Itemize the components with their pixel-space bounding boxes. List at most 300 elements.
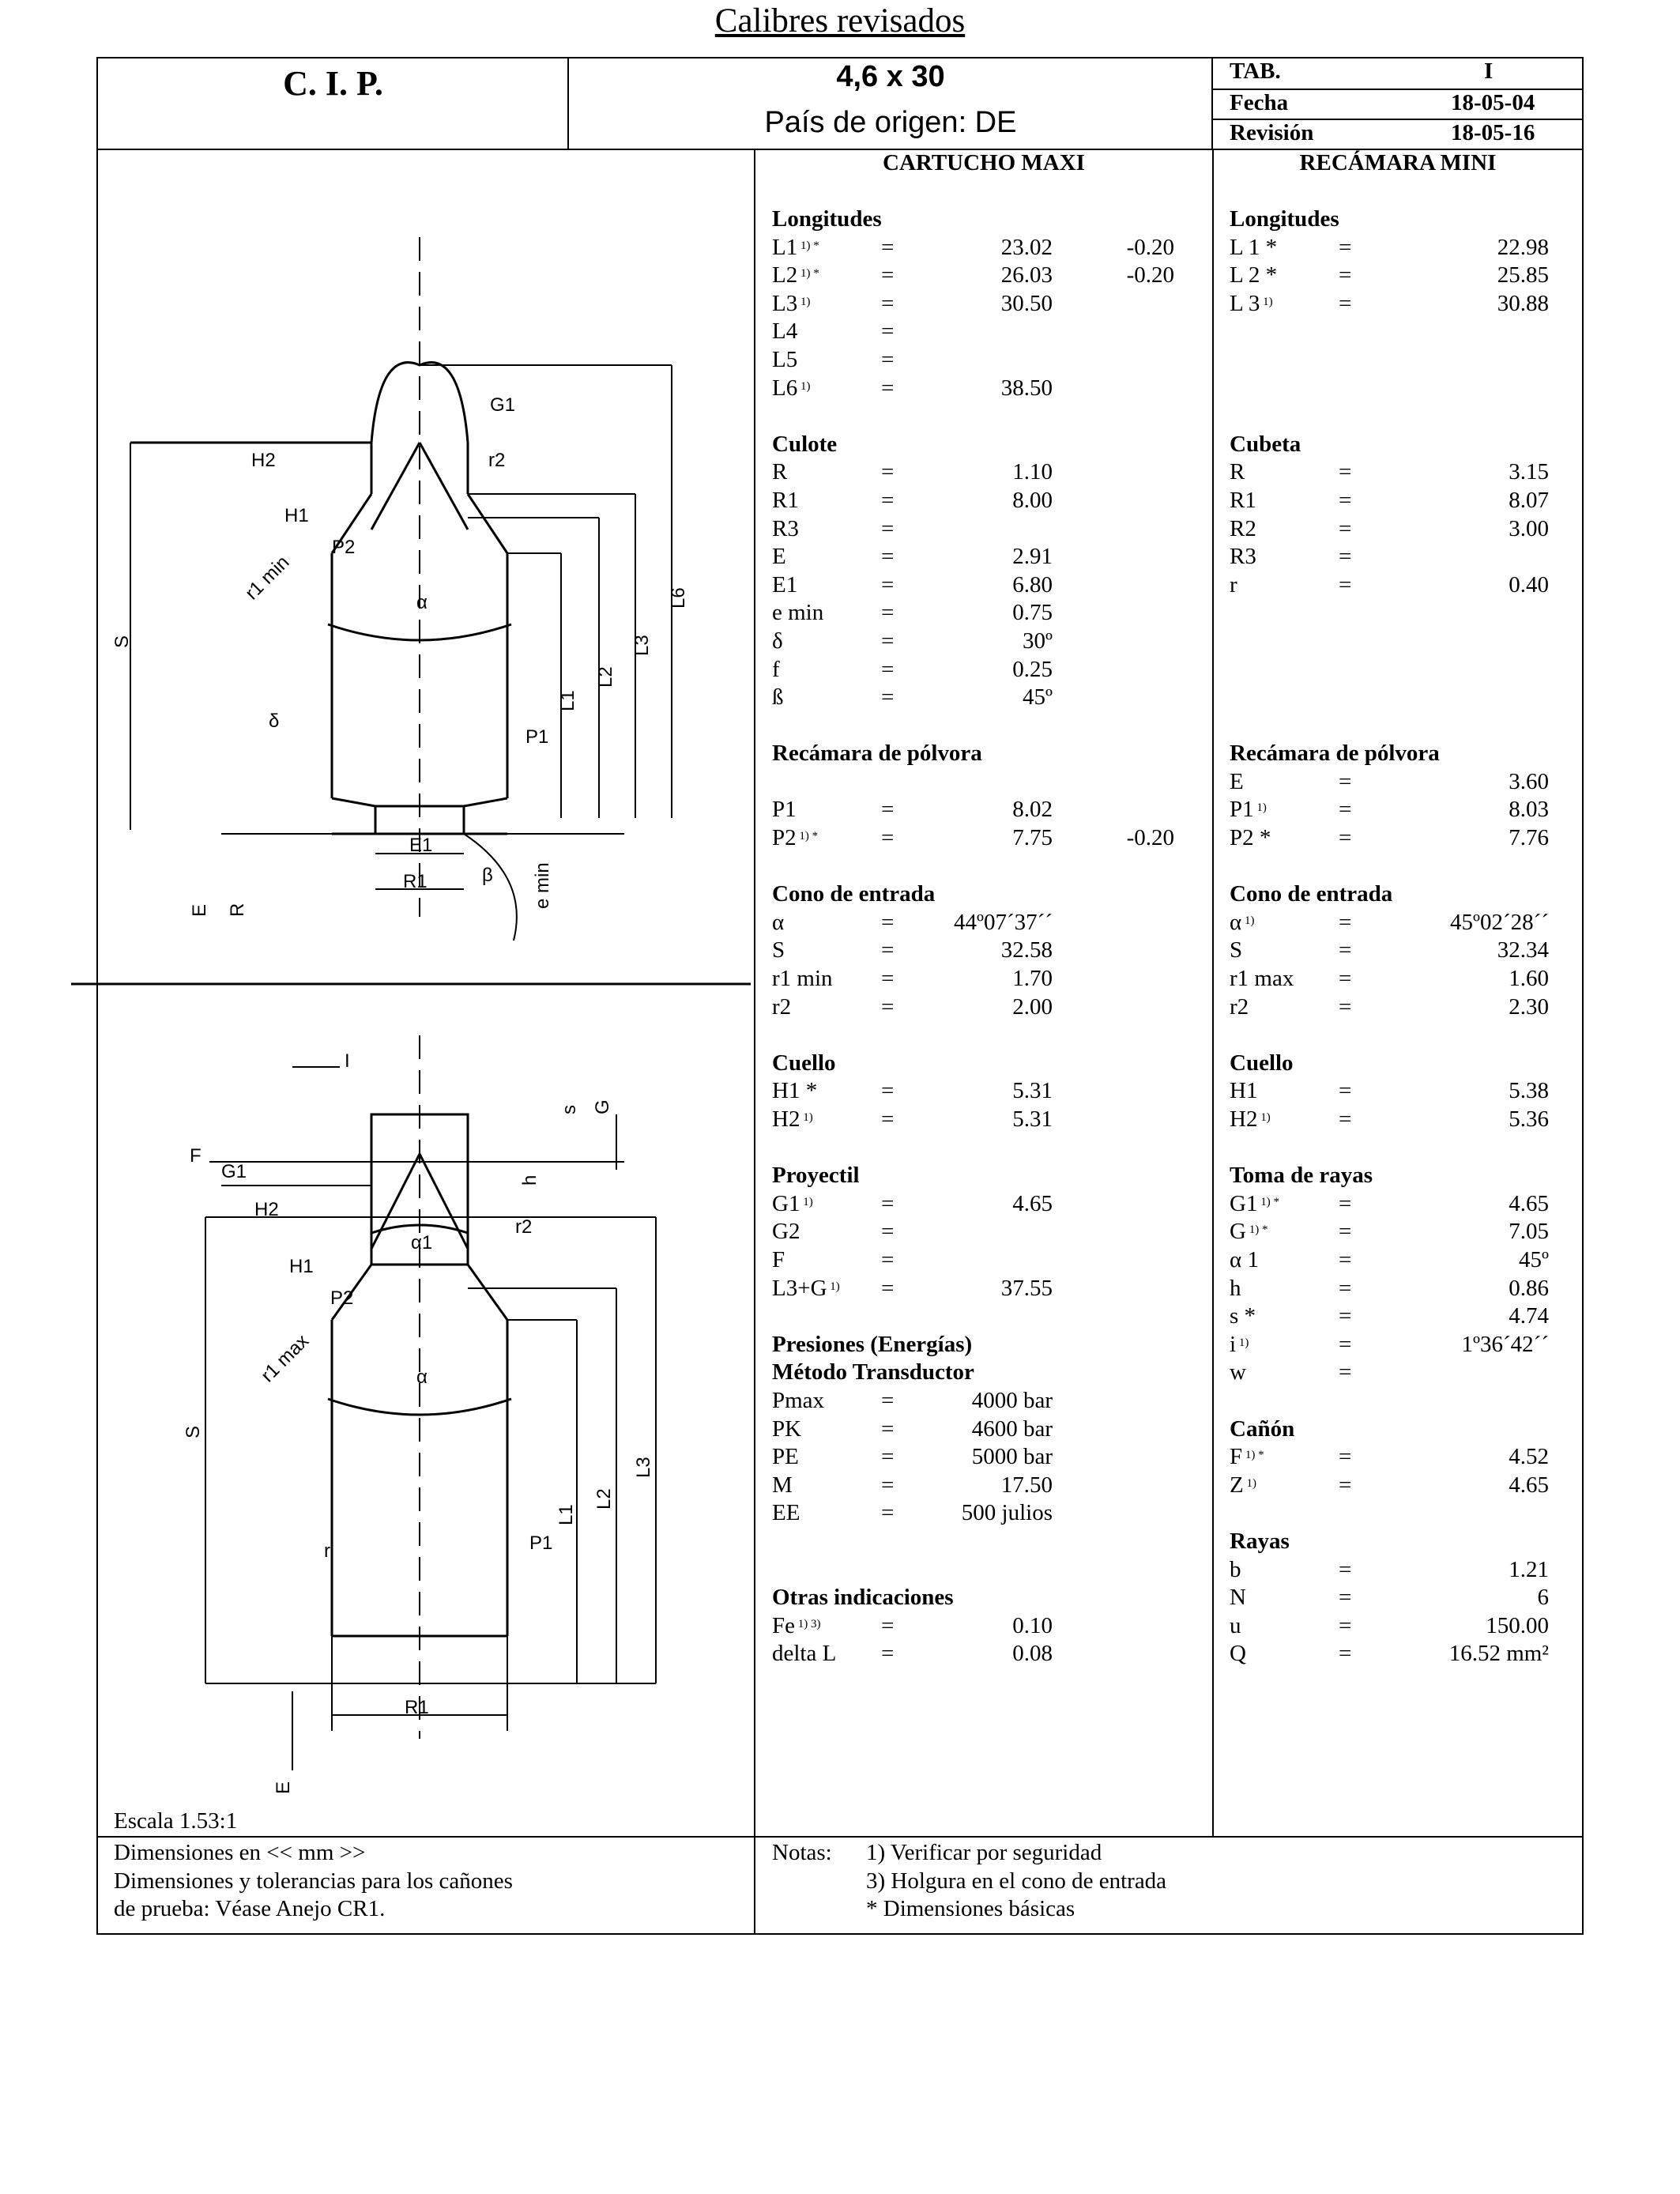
row-equals: = bbox=[881, 1275, 895, 1301]
row-value: 2.91 bbox=[1012, 544, 1053, 570]
row-value: 8.07 bbox=[1509, 487, 1549, 513]
label-p1-b: P1 bbox=[529, 1532, 553, 1554]
row-label: P2 $^{1) *}$ bbox=[772, 825, 819, 851]
label-p2: P2 bbox=[332, 537, 356, 558]
row-value: 3.60 bbox=[1509, 768, 1549, 794]
data-row bbox=[1230, 571, 1580, 600]
row-equals: = bbox=[881, 346, 895, 372]
row-label: PK bbox=[772, 1416, 802, 1442]
row-value: 8.02 bbox=[1012, 797, 1053, 823]
row-equals: = bbox=[881, 262, 895, 288]
row-label: H1 bbox=[1230, 1078, 1258, 1104]
section-title: Proyectil bbox=[772, 1163, 860, 1189]
data-row bbox=[1230, 993, 1580, 1022]
row-label: L3+G $^{1)}$ bbox=[772, 1275, 840, 1301]
cip-title: C. I. P. bbox=[283, 64, 383, 103]
tab-value: I bbox=[1484, 58, 1494, 84]
footer-divider bbox=[96, 1836, 1584, 1838]
row-label: delta L bbox=[772, 1641, 837, 1667]
label-alpha: α bbox=[416, 592, 428, 613]
row-equals: = bbox=[881, 1106, 895, 1132]
row-value: 45º bbox=[1519, 1246, 1549, 1272]
label-emin: e min bbox=[532, 862, 553, 909]
data-row bbox=[1230, 262, 1580, 290]
row-equals: = bbox=[1339, 1359, 1352, 1385]
row-equals: = bbox=[881, 1612, 895, 1638]
section-title: Recámara de pólvora bbox=[1230, 741, 1440, 767]
row-value: 30.88 bbox=[1497, 290, 1549, 316]
row-label: r2 bbox=[772, 993, 792, 1020]
row-value: 5.31 bbox=[1012, 1078, 1053, 1104]
data-row bbox=[772, 1077, 1211, 1106]
row-value: 37.55 bbox=[1000, 1275, 1053, 1301]
row-label: α bbox=[772, 909, 785, 935]
section-title: Cono de entrada bbox=[772, 881, 936, 907]
data-row bbox=[772, 1640, 1211, 1668]
row-value: 32.58 bbox=[1000, 937, 1053, 963]
row-value: 23.02 bbox=[1000, 234, 1053, 260]
row-value: 3.15 bbox=[1509, 459, 1549, 485]
row-equals: = bbox=[881, 684, 895, 711]
section-title: Toma de rayas bbox=[1230, 1163, 1373, 1189]
row-value: 0.75 bbox=[1012, 600, 1053, 626]
row-equals: = bbox=[1339, 234, 1352, 260]
row-value: 45º02´28´´ bbox=[1450, 909, 1549, 935]
data-row bbox=[772, 458, 1211, 487]
row-value: 4.65 bbox=[1509, 1190, 1549, 1216]
row-equals: = bbox=[1339, 1219, 1352, 1245]
row-equals: = bbox=[1339, 290, 1352, 316]
data-row bbox=[1230, 458, 1580, 487]
row-label: S bbox=[1230, 937, 1243, 963]
row-label: R3 bbox=[1230, 544, 1256, 570]
data-row bbox=[1230, 824, 1580, 853]
row-equals: = bbox=[881, 290, 895, 316]
row-equals: = bbox=[881, 571, 895, 598]
data-row bbox=[772, 346, 1211, 375]
data-row bbox=[1230, 684, 1580, 712]
section-title: Cañón bbox=[1230, 1416, 1295, 1442]
row-label: ß bbox=[772, 684, 784, 711]
label-e1: E1 bbox=[409, 835, 433, 856]
row-value: 7.76 bbox=[1509, 825, 1549, 851]
row-label: F bbox=[772, 1246, 785, 1272]
body-col-divider-2 bbox=[1212, 149, 1214, 1837]
data-row bbox=[1230, 1640, 1580, 1668]
cartucho-heading: CARTUCHO MAXI bbox=[883, 150, 1085, 175]
data-row bbox=[1230, 937, 1580, 965]
label-l6: L6 bbox=[668, 587, 689, 609]
data-row bbox=[1230, 234, 1580, 262]
row-value: 0.25 bbox=[1012, 656, 1053, 682]
label-g1-b: G1 bbox=[221, 1161, 247, 1182]
data-row bbox=[772, 993, 1211, 1022]
label-g: G bbox=[592, 1099, 613, 1114]
row-value: 16.52 mm² bbox=[1448, 1641, 1549, 1667]
row-value: 1.10 bbox=[1012, 459, 1053, 485]
data-row bbox=[1230, 909, 1580, 937]
data-row bbox=[1230, 768, 1580, 797]
label-i: I bbox=[345, 1050, 350, 1072]
notes-label: Notas: bbox=[772, 1840, 832, 1865]
row-value: 8.03 bbox=[1509, 797, 1549, 823]
row-label: δ bbox=[772, 628, 783, 654]
row-label: G1 $^{1)}$ bbox=[772, 1190, 813, 1216]
row-value: 44º07´37´´ bbox=[954, 909, 1053, 935]
scale-label: Escala 1.53:1 bbox=[114, 1808, 238, 1834]
row-label: E bbox=[772, 544, 786, 570]
data-row bbox=[1230, 1190, 1580, 1219]
label-l3-b: L3 bbox=[633, 1457, 654, 1478]
section-title: Presiones (Energías) bbox=[772, 1331, 973, 1357]
label-r2-b: r2 bbox=[515, 1216, 533, 1238]
row-label: Pmax bbox=[772, 1387, 825, 1413]
data-row bbox=[1230, 965, 1580, 993]
row-equals: = bbox=[881, 1641, 895, 1667]
row-value: 1.21 bbox=[1509, 1556, 1549, 1582]
row-tolerance: -0.20 bbox=[1126, 825, 1174, 851]
revision-value: 18-05-16 bbox=[1451, 120, 1535, 145]
row-equals: = bbox=[1339, 1331, 1352, 1357]
row-equals: = bbox=[881, 600, 895, 626]
row-label: R3 bbox=[772, 515, 799, 541]
cartucho-data bbox=[772, 205, 1211, 1696]
row-label: L6 $^{1)}$ bbox=[772, 375, 811, 401]
row-equals: = bbox=[881, 487, 895, 513]
row-value: 26.03 bbox=[1000, 262, 1053, 288]
data-row bbox=[1230, 1612, 1580, 1641]
label-l2-b: L2 bbox=[593, 1488, 615, 1510]
row-label: b bbox=[1230, 1556, 1241, 1582]
data-row bbox=[1230, 1077, 1580, 1106]
row-equals: = bbox=[1339, 1246, 1352, 1272]
data-row bbox=[1230, 1359, 1580, 1387]
data-row bbox=[1230, 1443, 1580, 1472]
data-row bbox=[772, 318, 1211, 346]
label-l1-b: L1 bbox=[556, 1504, 577, 1525]
row-label: Fe $^{1) 3)}$ bbox=[772, 1612, 821, 1638]
label-s-small: s bbox=[559, 1105, 580, 1114]
row-value: 150.00 bbox=[1486, 1612, 1549, 1638]
row-equals: = bbox=[1339, 1190, 1352, 1216]
row-value: 38.50 bbox=[1000, 375, 1053, 401]
caliber-title: 4,6 x 30 bbox=[836, 60, 945, 93]
row-equals: = bbox=[1339, 487, 1352, 513]
row-equals: = bbox=[1339, 966, 1352, 992]
label-p1: P1 bbox=[525, 726, 549, 748]
data-row bbox=[1230, 1472, 1580, 1500]
row-value: 0.10 bbox=[1012, 1612, 1053, 1638]
label-h2-b: H2 bbox=[254, 1199, 279, 1220]
row-equals: = bbox=[1339, 262, 1352, 288]
row-equals: = bbox=[1339, 544, 1352, 570]
data-row bbox=[772, 515, 1211, 544]
row-value: 1.70 bbox=[1012, 966, 1053, 992]
data-row bbox=[1230, 1331, 1580, 1359]
row-equals: = bbox=[881, 319, 895, 345]
label-r2: r2 bbox=[488, 450, 506, 471]
row-value: 1.60 bbox=[1509, 966, 1549, 992]
row-equals: = bbox=[881, 797, 895, 823]
row-value: 0.40 bbox=[1509, 571, 1549, 598]
label-r1-b: R1 bbox=[405, 1697, 429, 1718]
row-equals: = bbox=[881, 966, 895, 992]
row-equals: = bbox=[881, 1387, 895, 1413]
data-row bbox=[772, 1218, 1211, 1246]
label-e: E bbox=[189, 903, 210, 917]
row-label: E1 bbox=[772, 571, 798, 598]
label-r1max: r1 max bbox=[257, 1330, 314, 1387]
row-value: 4.52 bbox=[1509, 1444, 1549, 1470]
data-row bbox=[1230, 656, 1580, 684]
row-label: s * bbox=[1230, 1303, 1256, 1329]
data-row bbox=[772, 571, 1211, 600]
row-value: 7.05 bbox=[1509, 1219, 1549, 1245]
row-label: L 1 * bbox=[1230, 234, 1278, 260]
row-equals: = bbox=[1339, 1303, 1352, 1329]
section-title: Cono de entrada bbox=[1230, 881, 1393, 907]
data-row bbox=[1230, 1275, 1580, 1303]
data-row bbox=[1230, 375, 1580, 403]
row-value: 22.98 bbox=[1497, 234, 1549, 260]
row-label: R bbox=[1230, 459, 1245, 485]
row-equals: = bbox=[1339, 1556, 1352, 1582]
row-equals: = bbox=[1339, 515, 1352, 541]
data-row bbox=[1230, 628, 1580, 656]
row-label: P2 * bbox=[1230, 825, 1271, 851]
label-h1-b: H1 bbox=[289, 1256, 314, 1277]
revision-label: Revisión bbox=[1230, 120, 1314, 145]
note-1: 1) Verificar por seguridad bbox=[866, 1840, 1102, 1865]
origin-country: País de origen: DE bbox=[764, 106, 1017, 139]
row-equals: = bbox=[881, 937, 895, 963]
row-value: 4.74 bbox=[1509, 1303, 1549, 1329]
row-label: G1 $^{1) *}$ bbox=[1230, 1190, 1279, 1216]
data-row bbox=[772, 1443, 1211, 1472]
row-equals: = bbox=[1339, 571, 1352, 598]
data-row bbox=[772, 543, 1211, 571]
row-equals: = bbox=[1339, 797, 1352, 823]
row-equals: = bbox=[1339, 1612, 1352, 1638]
row-value: 1º36´42´´ bbox=[1461, 1331, 1549, 1357]
data-row bbox=[1230, 1556, 1580, 1585]
row-label: i $^{1)}$ bbox=[1230, 1331, 1249, 1357]
row-value: 4.65 bbox=[1509, 1472, 1549, 1498]
data-row bbox=[772, 937, 1211, 965]
data-row bbox=[1230, 318, 1580, 346]
row-equals: = bbox=[881, 1246, 895, 1272]
row-label: P1 $^{1)}$ bbox=[1230, 797, 1267, 823]
label-e-b: E bbox=[273, 1781, 294, 1794]
data-row bbox=[772, 1416, 1211, 1444]
bottom-drawing bbox=[205, 1035, 656, 1770]
row-label: f bbox=[772, 656, 780, 682]
data-row bbox=[772, 1275, 1211, 1303]
row-equals: = bbox=[881, 825, 895, 851]
row-tolerance: -0.20 bbox=[1126, 262, 1174, 288]
label-r-b: r bbox=[324, 1540, 330, 1562]
data-row bbox=[1230, 796, 1580, 824]
row-equals: = bbox=[1339, 1585, 1352, 1611]
label-p2-b: P2 bbox=[330, 1287, 354, 1309]
label-h1: H1 bbox=[284, 505, 309, 526]
label-s: S bbox=[111, 635, 133, 648]
row-equals: = bbox=[1339, 825, 1352, 851]
row-equals: = bbox=[881, 544, 895, 570]
label-l3: L3 bbox=[631, 635, 653, 656]
data-row bbox=[772, 1190, 1211, 1219]
data-row bbox=[772, 656, 1211, 684]
label-delta: δ bbox=[269, 711, 280, 732]
row-equals: = bbox=[881, 1219, 895, 1245]
label-r1min: r1 min bbox=[241, 551, 294, 605]
row-value: 4.65 bbox=[1012, 1190, 1053, 1216]
section-title: Otras indicaciones bbox=[772, 1585, 954, 1611]
row-label: L1 $^{1) *}$ bbox=[772, 234, 819, 260]
row-label: PE bbox=[772, 1444, 799, 1470]
row-label: r2 bbox=[1230, 993, 1249, 1020]
row-equals: = bbox=[881, 628, 895, 654]
row-value: 4600 bar bbox=[971, 1416, 1053, 1442]
label-h: h bbox=[519, 1174, 541, 1186]
label-l1: L1 bbox=[557, 690, 578, 711]
row-label: Q bbox=[1230, 1641, 1246, 1667]
row-equals: = bbox=[881, 459, 895, 485]
section-title: Rayas bbox=[1230, 1528, 1290, 1554]
data-row bbox=[1230, 599, 1580, 628]
section-title: Longitudes bbox=[772, 206, 882, 232]
row-label: Z $^{1)}$ bbox=[1230, 1472, 1256, 1498]
row-value: 17.50 bbox=[1000, 1472, 1053, 1498]
data-row bbox=[772, 796, 1211, 824]
row-value: 2.00 bbox=[1012, 993, 1053, 1020]
row-label: w bbox=[1230, 1359, 1246, 1385]
data-row bbox=[1230, 1246, 1580, 1275]
row-label: R2 bbox=[1230, 515, 1256, 541]
footer-line-2: Dimensiones y tolerancias para los cañones bbox=[114, 1868, 513, 1894]
row-value: 8.00 bbox=[1012, 487, 1053, 513]
label-r1: R1 bbox=[403, 871, 428, 892]
data-row bbox=[772, 768, 1211, 797]
data-row bbox=[772, 487, 1211, 515]
row-value: 500 julios bbox=[961, 1500, 1053, 1526]
note-2: 3) Holgura en el cono de entrada bbox=[866, 1868, 1167, 1894]
row-equals: = bbox=[1339, 1472, 1352, 1498]
technical-drawings bbox=[71, 229, 751, 1810]
footer-left bbox=[114, 1839, 513, 1924]
data-row bbox=[772, 1387, 1211, 1416]
row-equals: = bbox=[1339, 909, 1352, 935]
row-label: L3 $^{1)}$ bbox=[772, 290, 811, 316]
row-label: r1 max bbox=[1230, 966, 1294, 992]
body-col-divider-1 bbox=[754, 149, 755, 1935]
row-equals: = bbox=[1339, 1078, 1352, 1104]
section-title: Cubeta bbox=[1230, 431, 1301, 457]
row-value: 5.31 bbox=[1012, 1106, 1053, 1132]
data-row bbox=[772, 599, 1211, 628]
row-label: P1 bbox=[772, 797, 797, 823]
data-row bbox=[1230, 543, 1580, 571]
row-label: R bbox=[772, 459, 788, 485]
row-equals: = bbox=[881, 909, 895, 935]
section-title: Cuello bbox=[1230, 1050, 1294, 1076]
row-label: R1 bbox=[772, 487, 799, 513]
row-label: h bbox=[1230, 1275, 1241, 1301]
row-value: 5.36 bbox=[1509, 1106, 1549, 1132]
data-row bbox=[772, 909, 1211, 937]
row-value: 5.38 bbox=[1509, 1078, 1549, 1104]
data-row bbox=[772, 965, 1211, 993]
note-3: * Dimensiones básicas bbox=[866, 1896, 1075, 1921]
row-value: 4000 bar bbox=[971, 1387, 1053, 1413]
label-l2: L2 bbox=[595, 666, 616, 688]
data-row bbox=[772, 375, 1211, 403]
tab-label: TAB. bbox=[1230, 58, 1281, 84]
data-row bbox=[1230, 346, 1580, 375]
label-beta: β bbox=[482, 865, 493, 886]
row-equals: = bbox=[1339, 1444, 1352, 1470]
row-label: E bbox=[1230, 768, 1244, 794]
row-label: α $^{1)}$ bbox=[1230, 909, 1255, 935]
table-border-right bbox=[1582, 57, 1584, 1935]
row-equals: = bbox=[881, 1500, 895, 1526]
section-title: Recámara de pólvora bbox=[772, 741, 982, 767]
data-row bbox=[772, 234, 1211, 262]
section-title: Culote bbox=[772, 431, 838, 457]
row-equals: = bbox=[1339, 1106, 1352, 1132]
data-row bbox=[772, 1472, 1211, 1500]
row-equals: = bbox=[881, 1190, 895, 1216]
row-label: u bbox=[1230, 1612, 1241, 1638]
row-value: 30º bbox=[1023, 628, 1053, 654]
data-row bbox=[772, 1246, 1211, 1275]
row-equals: = bbox=[881, 656, 895, 682]
data-row bbox=[1230, 290, 1580, 319]
row-label: F $^{1) *}$ bbox=[1230, 1444, 1264, 1470]
row-equals: = bbox=[1339, 1275, 1352, 1301]
row-label: L 2 * bbox=[1230, 262, 1278, 288]
data-row bbox=[772, 1359, 1211, 1387]
section-title: Longitudes bbox=[1230, 206, 1339, 232]
label-alpha1: α1 bbox=[411, 1232, 433, 1253]
data-row bbox=[1230, 515, 1580, 544]
row-value: 6 bbox=[1537, 1585, 1549, 1611]
header-col-divider-2 bbox=[1211, 57, 1213, 150]
data-row bbox=[772, 1106, 1211, 1134]
row-label: L5 bbox=[772, 346, 798, 372]
footer-line-3: de prueba: Véase Anejo CR1. bbox=[114, 1896, 386, 1921]
label-r: R bbox=[227, 903, 248, 917]
row-value: 30.50 bbox=[1000, 290, 1053, 316]
data-row bbox=[772, 1612, 1211, 1641]
row-label: Método Transductor bbox=[772, 1359, 974, 1385]
row-value: 0.86 bbox=[1509, 1275, 1549, 1301]
row-label: R1 bbox=[1230, 487, 1256, 513]
data-row bbox=[1230, 1302, 1580, 1331]
data-row bbox=[772, 824, 1211, 853]
row-label: H1 * bbox=[772, 1078, 818, 1104]
row-equals: = bbox=[1339, 1641, 1352, 1667]
data-row bbox=[772, 262, 1211, 290]
data-row bbox=[772, 1499, 1211, 1528]
row-equals: = bbox=[881, 1416, 895, 1442]
data-row bbox=[1230, 1218, 1580, 1246]
row-equals: = bbox=[881, 1472, 895, 1498]
notes-list bbox=[866, 1839, 1166, 1924]
row-equals: = bbox=[1339, 937, 1352, 963]
label-s-b: S bbox=[183, 1425, 204, 1438]
data-row bbox=[1230, 1584, 1580, 1612]
